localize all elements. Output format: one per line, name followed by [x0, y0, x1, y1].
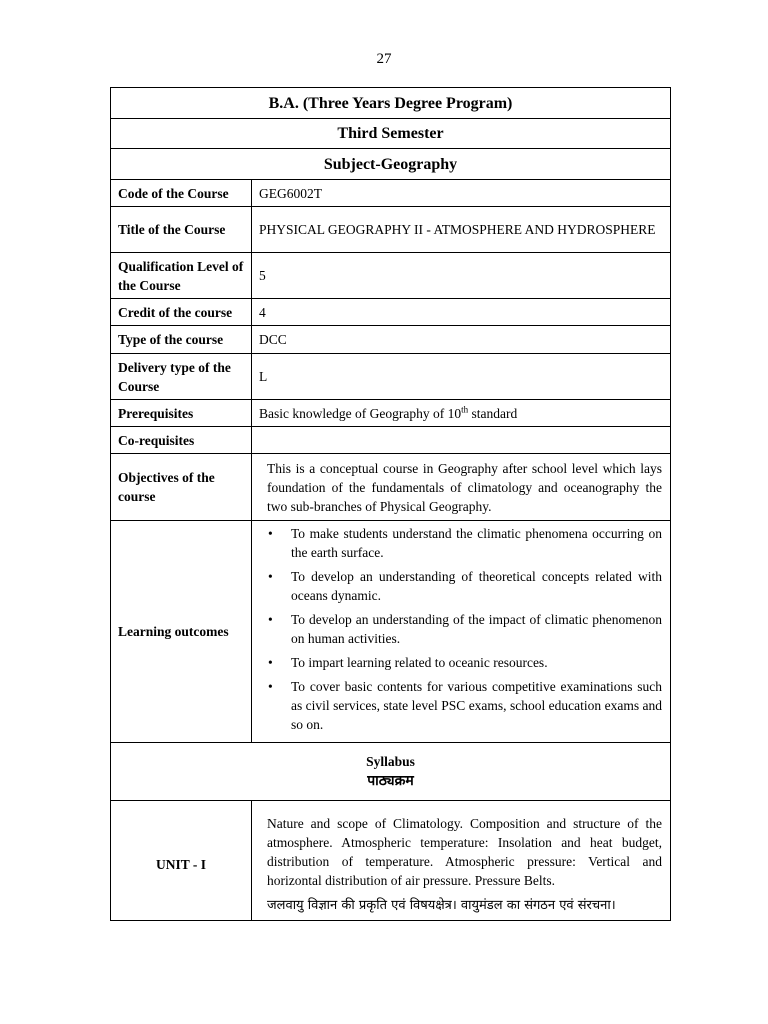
list-item — [259, 677, 662, 734]
subject-title: Subject-Geography — [111, 149, 671, 180]
code-value: GEG6002T — [252, 180, 671, 207]
outcome-text: To develop an understanding of theoretical concepts related with oceans dynamic. — [291, 569, 662, 603]
qualification-value: 5 — [252, 253, 671, 299]
learning-outcomes-list — [259, 524, 662, 734]
bullet-icon: • — [268, 526, 273, 541]
outcome-text: To make students understand the climatic phenomena occurring on the earth surface. — [291, 526, 662, 560]
unit-1-row — [111, 801, 671, 921]
list-item — [259, 610, 662, 648]
qualification-row — [111, 253, 671, 299]
qualification-label: Qualification Level of the Course — [111, 253, 252, 299]
title-value: PHYSICAL GEOGRAPHY II - ATMOSPHERE AND HYDROSPHERE — [252, 207, 671, 253]
unit-1-content — [252, 801, 671, 921]
prerequisites-text-end: standard — [468, 405, 518, 421]
corequisites-value — [252, 427, 671, 454]
bullet-icon: • — [268, 679, 273, 694]
bullet-icon: • — [268, 655, 273, 670]
delivery-value: L — [252, 354, 671, 400]
syllabus-title-en: Syllabus — [366, 754, 415, 769]
learning-outcomes-cell — [252, 521, 671, 743]
page-number: 27 — [376, 51, 392, 67]
unit-1-text-hi: जलवायु विज्ञान की प्रकृति एवं विषयक्षेत्र। वायुमंडल का संगठन एवं संरचना। — [267, 898, 616, 913]
semester-title: Third Semester — [111, 119, 671, 149]
objectives-value: This is a conceptual course in Geography after school level which lays foundation of the fundamentals of climatology and oceanography the two sub-branches of Physical Geography. — [252, 454, 671, 521]
code-label: Code of the Course — [111, 180, 252, 207]
list-item — [259, 653, 662, 672]
credit-label: Credit of the course — [111, 299, 252, 326]
code-row — [111, 180, 671, 207]
bullet-icon: • — [268, 612, 273, 627]
corequisites-label: Co-requisites — [111, 427, 252, 454]
objectives-label: Objectives of the course — [111, 454, 252, 521]
prerequisites-text: Basic knowledge of Geography of 10 — [259, 405, 462, 421]
corequisites-row — [111, 427, 671, 454]
learning-outcomes-label: Learning outcomes — [111, 521, 252, 743]
list-item — [259, 567, 662, 605]
subject-header-row — [111, 149, 671, 180]
prerequisites-value — [252, 400, 671, 427]
course-details-table — [110, 87, 671, 921]
program-header-row — [111, 88, 671, 119]
unit-1-text-en: Nature and scope of Climatology. Composition and structure of the atmosphere. Atmospheric temperature: Insolation and heat budget, distribution of temperature. Atmospheric pressure: Vertical and horizontal distribution of air pressure. Pressure Belts. — [267, 816, 662, 888]
title-row — [111, 207, 671, 253]
syllabus-heading — [111, 743, 671, 801]
program-title: B.A. (Three Years Degree Program) — [111, 88, 671, 119]
objectives-row — [111, 454, 671, 521]
syllabus-title-hi: पाठ्यक्रम — [367, 773, 414, 789]
prerequisites-row — [111, 400, 671, 427]
credit-value: 4 — [252, 299, 671, 326]
unit-1-label: UNIT - I — [111, 801, 252, 921]
delivery-row — [111, 354, 671, 400]
learning-outcomes-row — [111, 521, 671, 743]
prerequisites-sup: th — [461, 404, 469, 414]
outcome-text: To cover basic contents for various competitive examinations such as civil services, state level PSC exams, school education exams and so on. — [291, 679, 662, 732]
bullet-icon: • — [268, 569, 273, 584]
prerequisites-label: Prerequisites — [111, 400, 252, 427]
outcome-text: To impart learning related to oceanic resources. — [291, 655, 548, 670]
title-label: Title of the Course — [111, 207, 252, 253]
delivery-label: Delivery type of the Course — [111, 354, 252, 400]
outcome-text: To develop an understanding of the impact of climatic phenomenon on human activities. — [291, 612, 662, 646]
type-label: Type of the course — [111, 326, 252, 354]
type-row — [111, 326, 671, 354]
type-value: DCC — [252, 326, 671, 354]
semester-header-row — [111, 119, 671, 149]
syllabus-header-row — [111, 743, 671, 801]
credit-row — [111, 299, 671, 326]
list-item — [259, 524, 662, 562]
